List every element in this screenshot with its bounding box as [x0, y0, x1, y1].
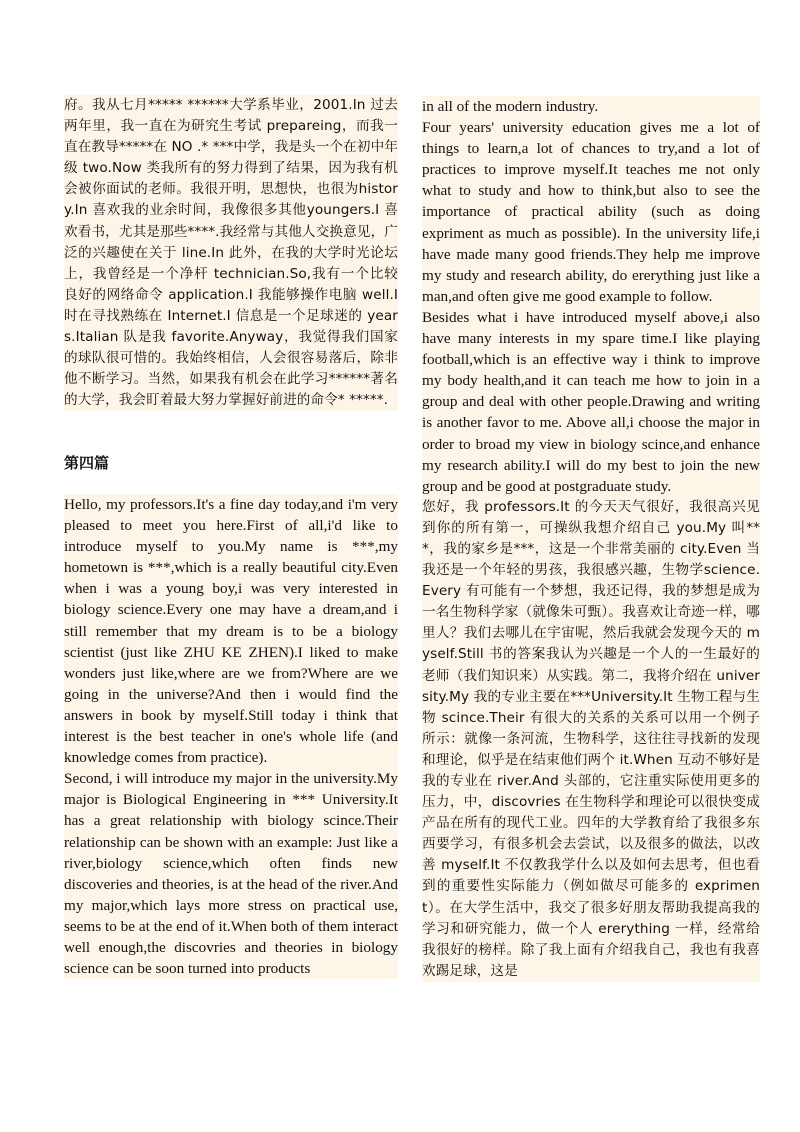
- left-column: [64, 95, 398, 411]
- left-english-column: [64, 494, 398, 979]
- english-paragraph-education: Four years' university education gives me a lot of things to learn,a lot of chances to try,and a lot of practices to improve myself.It teaches me not only what to study and how to think,but also to see the importance of practical ability (such as doing expriment as much as possible). In the university life,i have made many good friends.They help me improve my study and research ability, do ererything just like a man,and often give me good example to follow.: [422, 119, 760, 305]
- chinese-translation-paragraph: 您好，我 professors.It 的今天天气很好，我很高兴见到你的所有第一，可操纵我想介绍自己 you.My 叫***，我的家乡是***，这是一个非常美丽的 city.Even 当我还是一个年轻的男孩，我很感兴趣，生物学science.Every 有可能有一个梦想，我还记得，我的梦想是成为一名生物科学家（就像朱可甄）。我喜欢让奇迹一样，哪里人？我们去哪儿在宇宙呢，然后我就会发现今天的 myself.Still 书的答案我认为兴趣是一个人的一生最好的老师（我们知识来）从实践。第二，我将介绍在 university.My 我的专业主要在***University.It 生物工程与生物 scince.Their 有很大的关系的关系可以用一个例子所示：就像一条河流，生物科学，这往往寻找新的发现和理论，似乎是在结束他们两个 it.When 互动不够好是我的专业在 river.And 头部的，它注重实际使用更多的压力，中，discovries 在生物科学和理论可以很快变成产品在所有的现代工业。四年的大学教育给了我很多东西要学习，有很多机会去尝试，以及很多的做法，以改善 myself.It 不仅教我学什么以及如何去思考，但也看到的重要性实际能力（例如做尽可能多的 expriment）。在大学生活中，我交了很多好朋友帮助我提高我的学习和研究能力，做一个人 ererything 一样，经常给我很好的榜样。除了我上面有介绍我自己，我也有我喜欢踢足球，这是: [422, 498, 760, 979]
- section-heading: 第四篇: [64, 454, 110, 472]
- chinese-intro-paragraph: 府。我从七月***** ******大学系毕业，2001.In 过去两年里，我一直在为研究生考试 prepareing，而我一直在教导*****在 NO .* ***中学，我是头一个在初中年级 two.Now 类我所有的努力得到了结果，因为我有机会被你面试的老师。我很开明，思想快，也很为history.In 喜欢我的业余时间，我像很多其他youngers.I 喜欢看书，尤其是那些****.我经常与其他人交换意见，广泛的兴趣使在关于 line.In 此外，在我的大学时光论坛上，我曾经是一个净杆 technician.So,我有一个比较良好的网络命令 application.I 我能够操作电脑 well.I 时在寻找熟练在 Internet.I 信息是一个足球迷的 years.Italian 队是我 favorite.Anyway，我觉得我们国家的球队很可惜的。我始终相信，人会很容易落后，除非他不断学习。当然，如果我有机会在此学习******著名的大学，我会盯着最大努力掌握好前进的命令* *****.: [64, 97, 398, 409]
- english-paragraph-continued: in all of the modern industry.: [422, 98, 599, 115]
- english-paragraph-interests: Besides what i have introduced myself above,i also have many interests in my spare time.I like playing football,which is an effective way i think to improve my body health,and it can teach me how to join in a group and deal with other people.Drawing and writing is another favor to me. Above all,i choose the major in order to broad my view in biology scince,and enhance my research ability.I will do my best to join the new group and be good at postgraduate study.: [422, 308, 760, 495]
- english-paragraph-intro: Hello, my professors.It's a fine day today,and i'm very pleased to meet you here.First of all,i'd like to introduce myself to you.My name is ***,my hometown is ***,which is a really beautiful city.Even when i was a young boy,i was very interested in biology science.Every one may have a dream,and i still remember that my dream is to be a biology scientist (just like ZHU KE ZHEN).I liked to make wonders just like,where are we from?Where are we going in the universe?And then i would find the answers in book by myself.Still today i think that interest is the best teacher in one's whole life (and knowledge comes from practice).: [64, 496, 398, 767]
- english-paragraph-major: Second, i will introduce my major in the university.My major is Biological Engineering in *** University.It has a great relationship with biology scince.Their relationship can be shown with an example: Just like a river,biology science,which often finds new discoveries and theories, is at the head of the river.And my major,which lays more stress on practical use, seems to be at the end of it.When both of them interact well enough,the discovries and theories in biology science can be soon turned into products: [64, 770, 398, 978]
- right-column: [422, 96, 760, 982]
